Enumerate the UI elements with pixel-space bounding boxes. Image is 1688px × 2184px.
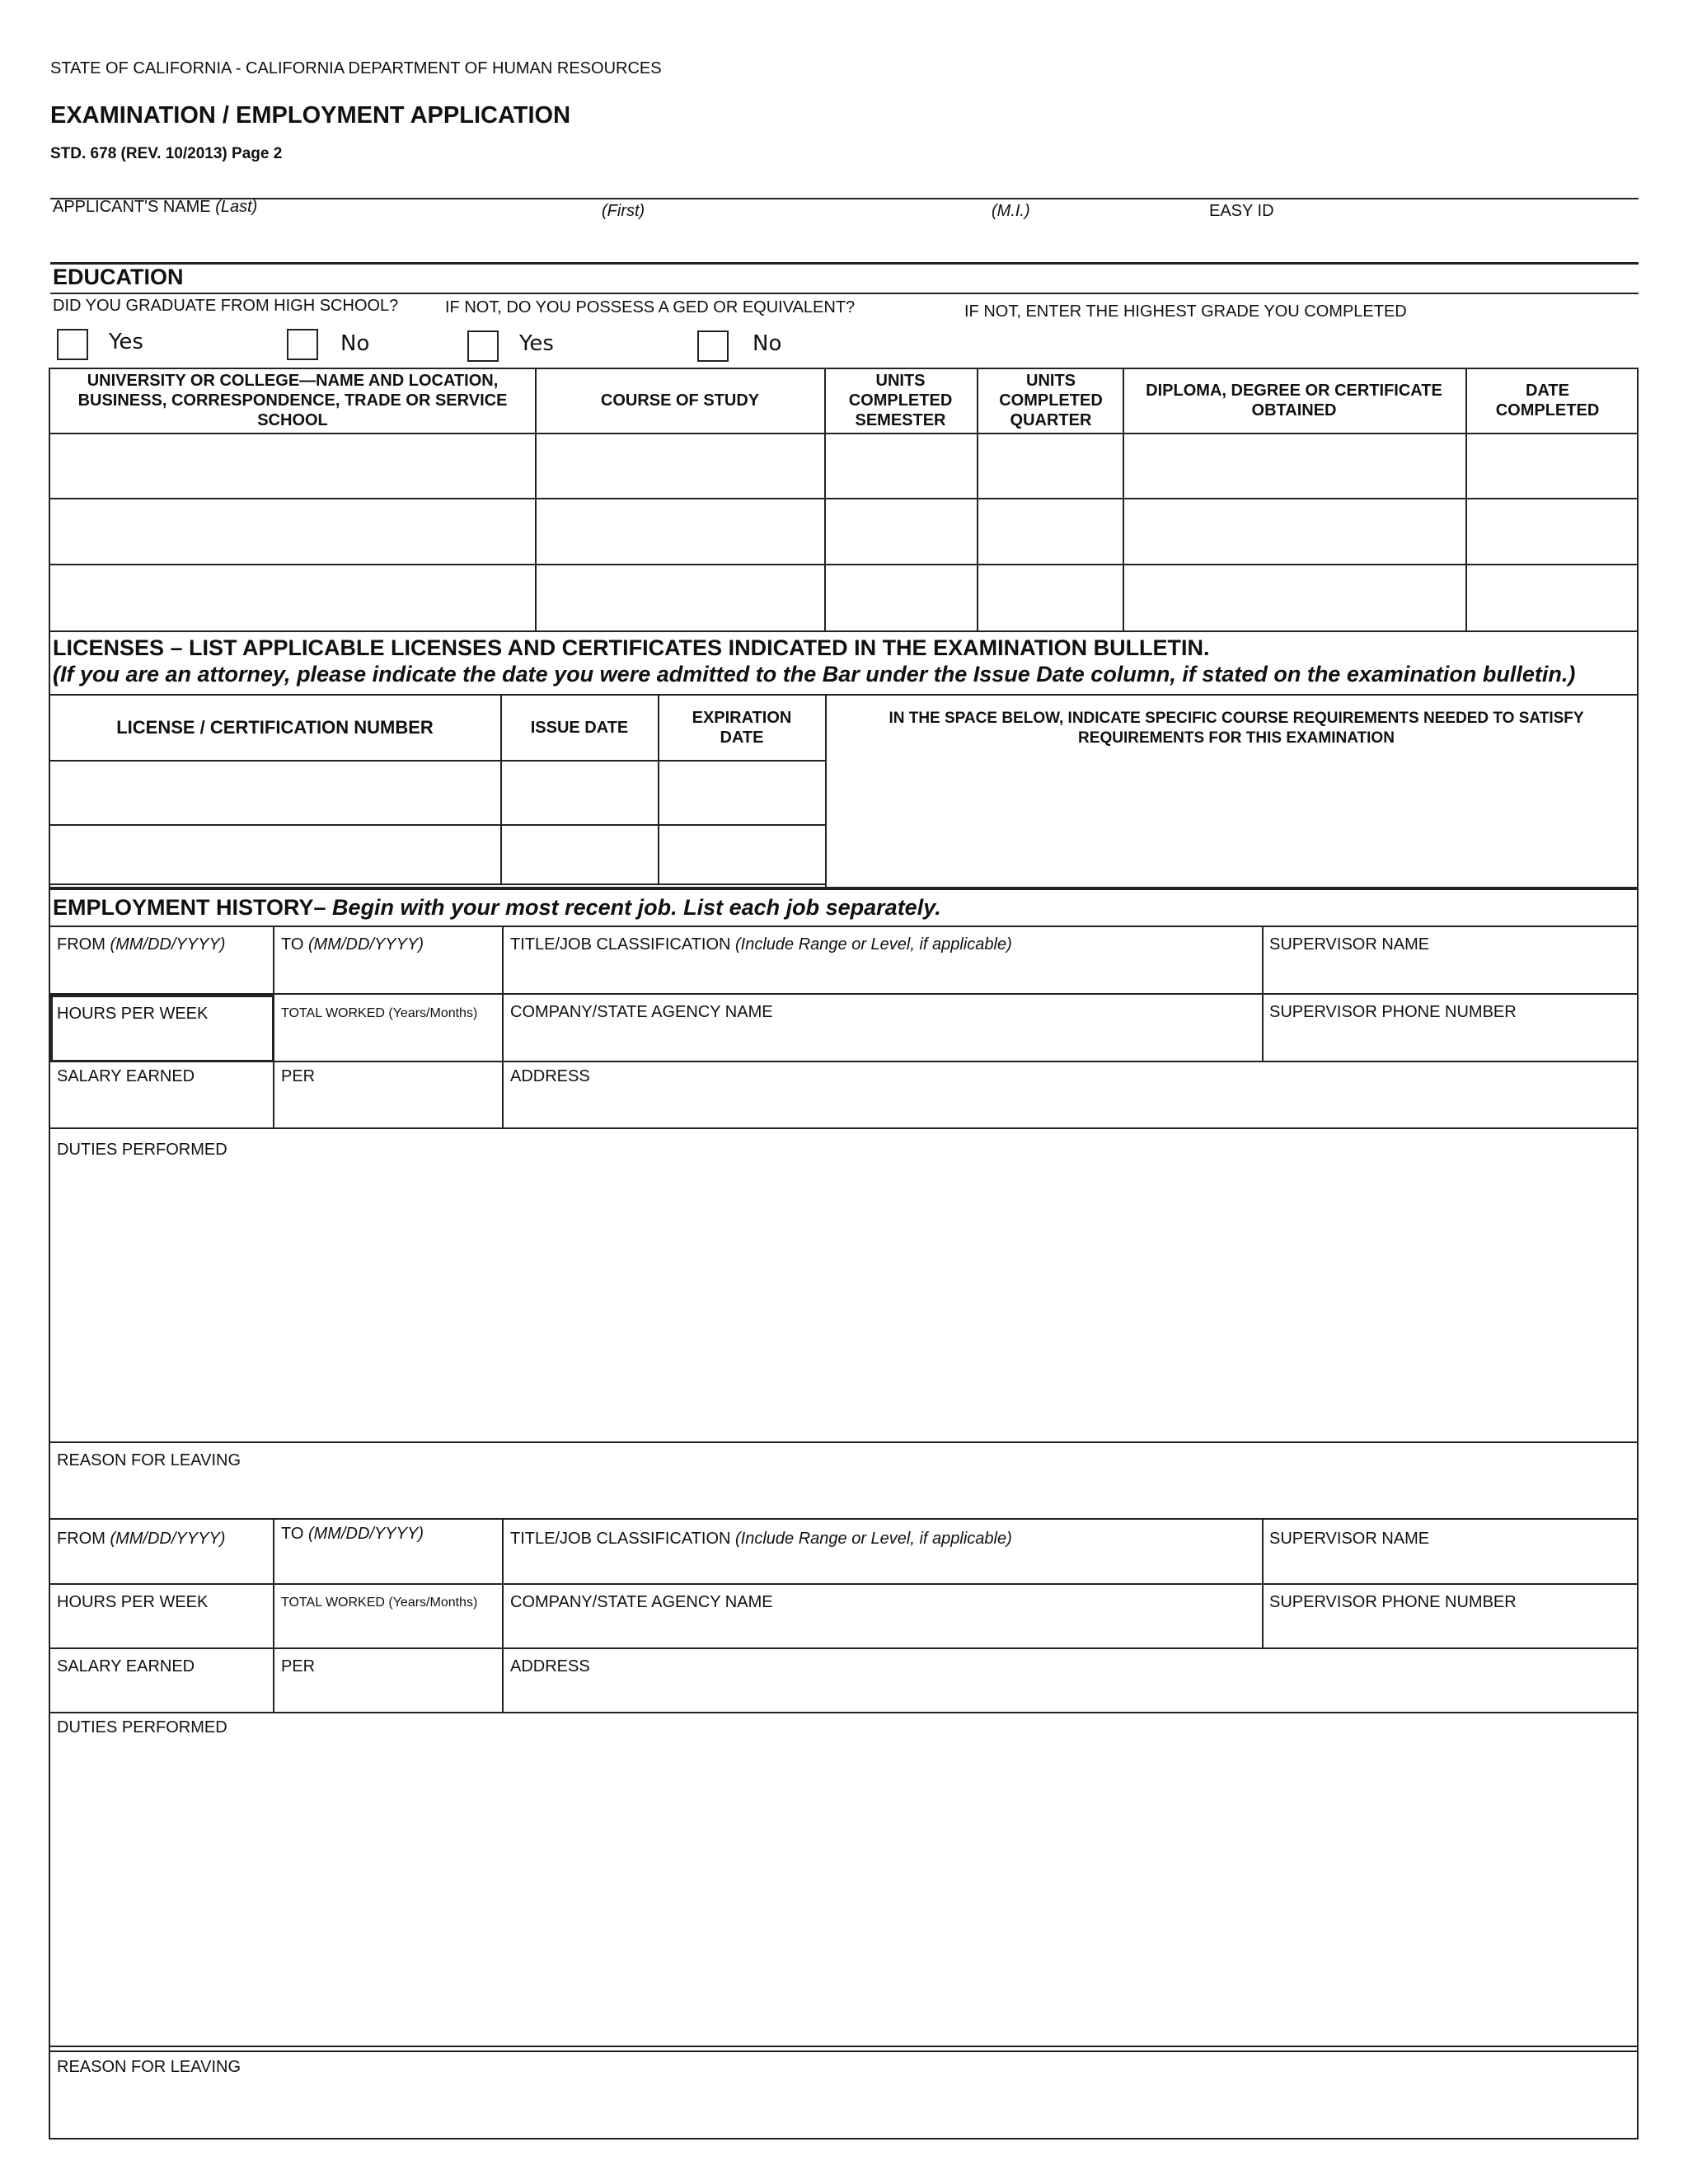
first-name-label: (First) bbox=[602, 202, 645, 220]
license-expiration-input[interactable] bbox=[660, 827, 823, 883]
job1-supervisor-name-label: SUPERVISOR NAME bbox=[1269, 935, 1430, 954]
lic-col-expiration: EXPIRATION DATE bbox=[692, 709, 792, 747]
job1-total-worked-input[interactable] bbox=[277, 1026, 499, 1059]
course-requirements-input[interactable] bbox=[829, 758, 1635, 885]
edu-col-date: DATE COMPLETED bbox=[1495, 382, 1600, 419]
job1-company-label: COMPANY/STATE AGENCY NAME bbox=[510, 1003, 773, 1021]
lic-row-rule bbox=[49, 883, 827, 885]
course-requirements-label: IN THE SPACE BELOW, INDICATE SPECIFIC COURSE REQUIREMENTS NEEDED TO SATISFY REQUIREMENTS FOR THIS EXAMINATION bbox=[889, 710, 1584, 747]
job1-duties-label: DUTIES PERFORMED bbox=[57, 1141, 227, 1159]
ged-yes-checkbox[interactable] bbox=[467, 330, 499, 362]
job2-reason-input[interactable] bbox=[53, 2083, 1635, 2135]
job1-row-rule bbox=[49, 1127, 1639, 1129]
job2-salary-label: SALARY EARNED bbox=[57, 1657, 195, 1675]
name-top-rule bbox=[50, 198, 1639, 199]
job1-supervisor-phone-label: SUPERVISOR PHONE NUMBER bbox=[1269, 1003, 1517, 1021]
edu-degree-input[interactable] bbox=[1125, 500, 1464, 562]
edu-course-input[interactable] bbox=[537, 500, 823, 562]
lic-col-issue: ISSUE DATE bbox=[530, 719, 629, 737]
job1-title-label: TITLE/JOB CLASSIFICATION (Include Range or Level, if applicable) bbox=[510, 935, 1012, 954]
license-number-input[interactable] bbox=[51, 827, 499, 883]
education-heading: EDUCATION bbox=[53, 265, 184, 289]
edu-units-quarter-input[interactable] bbox=[979, 566, 1121, 630]
job2-supervisor-name-input[interactable] bbox=[1266, 1551, 1635, 1582]
edu-school-input[interactable] bbox=[51, 435, 533, 496]
edu-units-semester-input[interactable] bbox=[827, 566, 975, 630]
easy-id-input[interactable] bbox=[1209, 221, 1634, 257]
job1-salary-label: SALARY EARNED bbox=[57, 1067, 195, 1085]
lic-col-rule bbox=[825, 694, 827, 888]
high-school-yes-label: Yes bbox=[109, 330, 143, 354]
job1-supervisor-name-input[interactable] bbox=[1266, 958, 1635, 991]
high-school-question: DID YOU GRADUATE FROM HIGH SCHOOL? bbox=[53, 297, 399, 315]
edu-date-input[interactable] bbox=[1468, 435, 1635, 496]
edu-col-rule bbox=[535, 368, 537, 632]
job1-supervisor-phone-input[interactable] bbox=[1266, 1026, 1635, 1059]
job2-total-worked-input[interactable] bbox=[277, 1615, 499, 1646]
job2-supervisor-name-label: SUPERVISOR NAME bbox=[1269, 1530, 1430, 1548]
edu-col-degree: DIPLOMA, DEGREE OR CERTIFICATE OBTAINED bbox=[1146, 382, 1442, 419]
education-heading-rule bbox=[50, 293, 1639, 294]
lic-row-rule bbox=[49, 824, 827, 826]
job2-address-input[interactable] bbox=[506, 1680, 1635, 1710]
edu-col-course: COURSE OF STUDY bbox=[600, 391, 760, 410]
job1-hours-label: HOURS PER WEEK bbox=[57, 1005, 209, 1023]
mi-label: (M.I.) bbox=[992, 202, 1030, 220]
job2-company-label: COMPANY/STATE AGENCY NAME bbox=[510, 1593, 773, 1611]
edu-col-rule bbox=[1465, 368, 1467, 632]
job1-reason-label: REASON FOR LEAVING bbox=[57, 1451, 241, 1469]
high-school-no-label: No bbox=[340, 331, 370, 356]
job2-supervisor-phone-label: SUPERVISOR PHONE NUMBER bbox=[1269, 1593, 1517, 1611]
agency-name: STATE OF CALIFORNIA - CALIFORNIA DEPARTMENT OF HUMAN RESOURCES bbox=[50, 59, 662, 77]
job2-per-input[interactable] bbox=[277, 1680, 499, 1710]
edu-col-school: UNIVERSITY OR COLLEGE—NAME AND LOCATION, BUSINESS, CORRESPONDENCE, TRADE OR SERVICE SCHOOL bbox=[77, 372, 508, 429]
job2-to-input[interactable] bbox=[277, 1551, 499, 1582]
edu-units-semester-input[interactable] bbox=[827, 500, 975, 562]
edu-school-input[interactable] bbox=[51, 566, 533, 630]
job2-duties-input[interactable] bbox=[53, 1741, 1635, 2042]
job1-per-input[interactable] bbox=[277, 1091, 499, 1126]
job2-hours-input[interactable] bbox=[53, 1615, 270, 1646]
job1-to-input[interactable] bbox=[277, 958, 499, 991]
last-name-input[interactable] bbox=[53, 221, 597, 257]
job2-col-rule bbox=[273, 1518, 274, 1713]
job2-row-rule bbox=[49, 2050, 1639, 2052]
job1-from-label: FROM (MM/DD/YYYY) bbox=[57, 935, 226, 954]
license-issue-date-input[interactable] bbox=[503, 827, 656, 883]
applicant-name-label: APPLICANT'S NAME (Last) bbox=[53, 198, 258, 216]
job2-hours-label: HOURS PER WEEK bbox=[57, 1593, 209, 1611]
easy-id-label: EASY ID bbox=[1209, 202, 1274, 220]
highest-grade-question: IF NOT, ENTER THE HIGHEST GRADE YOU COMPLETED bbox=[964, 302, 1407, 321]
edu-degree-input[interactable] bbox=[1125, 566, 1464, 630]
edu-col-rule bbox=[1123, 368, 1124, 632]
job1-salary-input[interactable] bbox=[53, 1091, 270, 1126]
job1-col-rule bbox=[1262, 926, 1264, 1061]
highest-grade-input[interactable] bbox=[964, 328, 1624, 363]
ged-no-label: No bbox=[753, 331, 782, 356]
job2-title-input[interactable] bbox=[506, 1551, 1259, 1582]
edu-school-input[interactable] bbox=[51, 500, 533, 562]
edu-col-rule bbox=[824, 368, 826, 632]
education-top-rule bbox=[50, 262, 1639, 265]
lic-col-number: LICENSE / CERTIFICATION NUMBER bbox=[116, 717, 434, 738]
edu-degree-input[interactable] bbox=[1125, 435, 1464, 496]
job2-per-label: PER bbox=[281, 1657, 316, 1675]
job2-row-rule bbox=[49, 1647, 1639, 1649]
job1-per-label: PER bbox=[281, 1067, 316, 1085]
form-title: EXAMINATION / EMPLOYMENT APPLICATION bbox=[50, 102, 571, 129]
lic-col-rule bbox=[500, 694, 502, 885]
job2-row-rule bbox=[49, 2046, 1639, 2047]
edu-units-quarter-input[interactable] bbox=[979, 500, 1121, 562]
job1-reason-input[interactable] bbox=[53, 1477, 1635, 1515]
job1-duties-input[interactable] bbox=[53, 1164, 1635, 1439]
edu-units-semester-input[interactable] bbox=[827, 435, 975, 496]
job2-salary-input[interactable] bbox=[53, 1680, 270, 1710]
edu-row-rule bbox=[49, 498, 1639, 499]
edu-course-input[interactable] bbox=[537, 566, 823, 630]
job2-address-label: ADDRESS bbox=[510, 1657, 590, 1675]
job2-duties-label: DUTIES PERFORMED bbox=[57, 1718, 227, 1736]
job2-row-rule bbox=[49, 1712, 1639, 1713]
edu-date-input[interactable] bbox=[1468, 566, 1635, 630]
employment-heading-rule bbox=[49, 926, 1639, 927]
ged-yes-label: Yes bbox=[519, 331, 554, 356]
job1-title-input[interactable] bbox=[506, 958, 1259, 991]
edu-units-quarter-input[interactable] bbox=[979, 435, 1121, 496]
licenses-header-rule bbox=[49, 694, 1639, 696]
job1-col-rule bbox=[502, 926, 504, 1128]
lic-row-rule bbox=[49, 760, 827, 762]
job1-row-rule bbox=[49, 1061, 1639, 1062]
ged-question: IF NOT, DO YOU POSSESS A GED OR EQUIVALENT? bbox=[445, 298, 856, 316]
edu-col-rule bbox=[977, 368, 978, 632]
job2-from-input[interactable] bbox=[53, 1551, 270, 1582]
high-school-no-checkbox[interactable] bbox=[287, 329, 318, 360]
license-issue-date-input[interactable] bbox=[503, 762, 656, 823]
first-name-input[interactable] bbox=[602, 221, 985, 257]
job1-hours-input[interactable] bbox=[54, 1026, 270, 1057]
licenses-heading: LICENSES – LIST APPLICABLE LICENSES AND CERTIFICATES INDICATED IN THE EXAMINATION BULLETIN. bbox=[53, 635, 1210, 660]
edu-course-input[interactable] bbox=[537, 435, 823, 496]
job1-total-worked-label: TOTAL WORKED (Years/Months) bbox=[281, 1006, 478, 1020]
license-expiration-input[interactable] bbox=[660, 762, 823, 823]
job2-total-worked-label: TOTAL WORKED (Years/Months) bbox=[281, 1596, 478, 1610]
edu-date-input[interactable] bbox=[1468, 500, 1635, 562]
edu-row-rule bbox=[49, 564, 1639, 565]
job2-col-rule bbox=[502, 1518, 504, 1713]
job2-title-label: TITLE/JOB CLASSIFICATION (Include Range or Level, if applicable) bbox=[510, 1530, 1012, 1548]
job2-row-rule bbox=[49, 1518, 1639, 1520]
mi-input[interactable] bbox=[992, 221, 1202, 257]
job2-supervisor-phone-input[interactable] bbox=[1266, 1615, 1635, 1646]
licenses-note: (If you are an attorney, please indicate the date you were admitted to the Bar under the Issue Date column, if stated on the examination bulletin.) bbox=[53, 662, 1576, 687]
job1-to-label: TO (MM/DD/YYYY) bbox=[281, 935, 424, 954]
edu-row-rule bbox=[49, 433, 1639, 434]
job2-row-rule bbox=[49, 1583, 1639, 1585]
job2-reason-label: REASON FOR LEAVING bbox=[57, 2058, 241, 2076]
job2-col-rule bbox=[1262, 1518, 1264, 1648]
ged-no-checkbox[interactable] bbox=[697, 330, 729, 362]
job2-to-label: TO (MM/DD/YYYY) bbox=[281, 1525, 424, 1543]
job1-row-rule bbox=[49, 1441, 1639, 1443]
employment-heading: EMPLOYMENT HISTORY– Begin with your most recent job. List each job separately. bbox=[53, 895, 941, 920]
high-school-yes-checkbox[interactable] bbox=[57, 329, 88, 360]
license-number-input[interactable] bbox=[51, 762, 499, 823]
edu-col-units-semester: UNITS COMPLETED SEMESTER bbox=[848, 372, 953, 429]
job1-from-input[interactable] bbox=[53, 958, 270, 991]
job1-address-label: ADDRESS bbox=[510, 1067, 590, 1085]
job2-from-label: FROM (MM/DD/YYYY) bbox=[57, 1530, 226, 1548]
job1-company-input[interactable] bbox=[506, 1026, 1259, 1059]
form-number: STD. 678 (REV. 10/2013) Page 2 bbox=[50, 145, 283, 162]
job1-row-rule bbox=[49, 993, 1639, 995]
job1-address-input[interactable] bbox=[506, 1091, 1635, 1126]
job2-company-input[interactable] bbox=[506, 1615, 1259, 1646]
lic-col-rule bbox=[658, 694, 659, 885]
edu-col-units-quarter: UNITS COMPLETED QUARTER bbox=[999, 372, 1103, 429]
